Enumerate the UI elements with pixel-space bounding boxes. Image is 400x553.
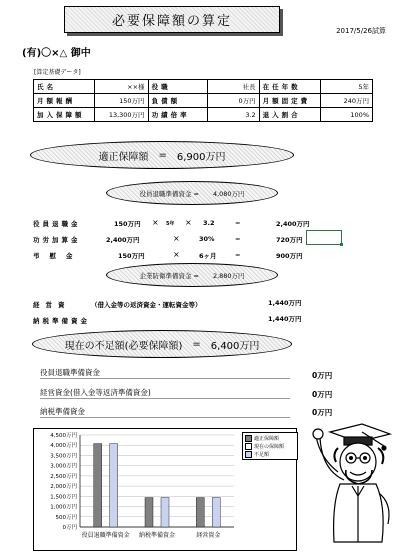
table-cell: 0万円 [208,94,259,108]
table-cell: 功績倍率 [148,108,208,122]
bar-chart [33,428,297,551]
y-tick-label: 0万円 [62,525,77,531]
legend-swatch [245,451,252,458]
shortfall-item-value: 0万円 [312,390,333,399]
shortfall-label: 現在の不足額(必要保障額) [64,340,183,352]
company-name: (有)〇×△ 御中 [22,48,91,59]
row-eq: = [235,235,241,243]
table-cell: 在任年数 [259,80,320,94]
row-label: 弔慰金 [33,252,83,260]
divider [40,417,290,418]
table-cell: ××様 [95,80,148,94]
table-cell: 100% [320,108,372,122]
basis-data-table [33,79,373,122]
business-heading-value: 2,880万円 [212,271,245,280]
table-cell: 加入保障額 [34,108,95,122]
business-row-note: （借入金等の返済資金・運転資金等） [91,301,202,309]
calc-date: 2017/5/26試算 [336,27,386,35]
table-row [34,80,373,94]
legend-swatch [245,435,252,442]
retirement-heading-value: 4,080万円 [212,189,245,198]
shortfall-item-label: 経営資金(借入金等返済準備資金) [40,388,151,397]
adequate-amount-banner [30,141,294,169]
y-tick-label: 1,000万円 [50,504,77,511]
table-cell: 退入割合 [259,108,320,122]
row-op: × [185,218,192,227]
adequate-value: 6,900万円 [176,151,226,163]
x-tick-label: 経営資金 [196,532,221,539]
shortfall-item-label: 役員退職準備資金 [40,368,100,377]
table-cell: 240万円 [320,94,372,108]
legend-label: 現在の保障額 [254,443,285,450]
table-row [34,108,373,122]
y-tick-label: 1,500万円 [50,494,77,501]
x-tick-label: 役員退職準備資金 [81,532,130,539]
y-tick-label: 2,500万円 [50,473,77,480]
adequate-eq: = [158,149,167,161]
bar [94,444,102,527]
row-eq: = [235,219,241,227]
table-cell: 5年 [320,80,372,94]
y-tick-label: 3,000万円 [50,463,77,470]
business-row-value: 1,440万円 [268,315,302,323]
legend-item [245,442,295,450]
retirement-fund-banner [106,181,278,205]
x-tick-label: 納税準備資金 [138,532,176,539]
divider [40,398,290,399]
chart-legend [242,432,298,460]
business-row-value: 1,440万円 [268,299,302,307]
bar [145,498,153,527]
table-cell: 3.2 [208,108,259,122]
page-title [64,6,280,33]
legend-swatch [245,443,252,450]
bar [196,498,204,527]
row-result: 900万円 [276,252,303,260]
table-cell: 月額報酬 [34,94,95,108]
row-c: 3.2 [203,219,215,227]
table-cell: 150万円 [95,94,148,108]
table-cell: 13,300万円 [95,108,148,122]
legend-item [245,434,295,442]
page-title-text: 必要保障額の算定 [111,14,232,29]
row-b: 5年 [166,221,175,227]
row-c: 6ヶ月 [199,252,217,260]
y-tick-label: 4,000万円 [50,443,77,450]
legend-label: 不足額 [254,451,270,458]
row-a: 150万円 [118,252,145,260]
row-c: 30% [199,235,215,243]
business-row-label: 納税準備資金 [33,317,90,325]
shortfall-item-label: 納税準備資金 [40,407,85,416]
shortfall-eq: = [192,338,201,350]
row-result: 2,400万円 [276,220,310,228]
table-cell: 月額固定費 [259,94,320,108]
professor-illustration-icon [300,410,396,550]
y-tick-label: 4,500万円 [50,433,77,439]
table-cell: 社長 [208,80,259,94]
y-tick-label: 500万円 [55,514,77,521]
bar [110,444,118,527]
selected-cell[interactable] [306,230,342,245]
table-cell: 氏名 [34,80,95,94]
business-heading: 企業防衛準備資金 = [139,271,199,280]
row-label: 役員退職金 [33,220,81,228]
row-eq: = [235,251,241,259]
row-a: 150万円 [114,220,141,228]
business-row-label: 経営資 [33,301,71,309]
divider [40,378,290,379]
row-label: 功労加算金 [33,236,81,244]
table-cell: 役職 [148,80,208,94]
shortfall-item-value: 0万円 [312,371,333,380]
table-cell: 負債額 [148,94,208,108]
y-tick-label: 2,000万円 [50,484,77,491]
table-row [34,94,373,108]
shortfall-banner [32,330,292,358]
shortfall-value: 6,400万円 [210,340,260,352]
row-result: 720万円 [276,236,303,244]
row-op: × [173,234,180,243]
row-a: 2,400万円 [106,236,140,244]
legend-label: 適正保障額 [254,435,280,442]
business-fund-banner [106,263,278,287]
row-op: × [152,218,159,227]
shortfall-item-value: 0万円 [312,408,333,417]
y-tick-label: 3,500万円 [50,453,77,460]
adequate-label: 適正保障額 [98,151,149,163]
bar [161,498,169,527]
basis-label: [算定基礎データ] [34,69,81,76]
row-op: × [173,250,180,259]
bar [212,498,220,527]
legend-item [245,450,295,458]
retirement-heading: 役員退職準備資金 = [139,189,199,198]
